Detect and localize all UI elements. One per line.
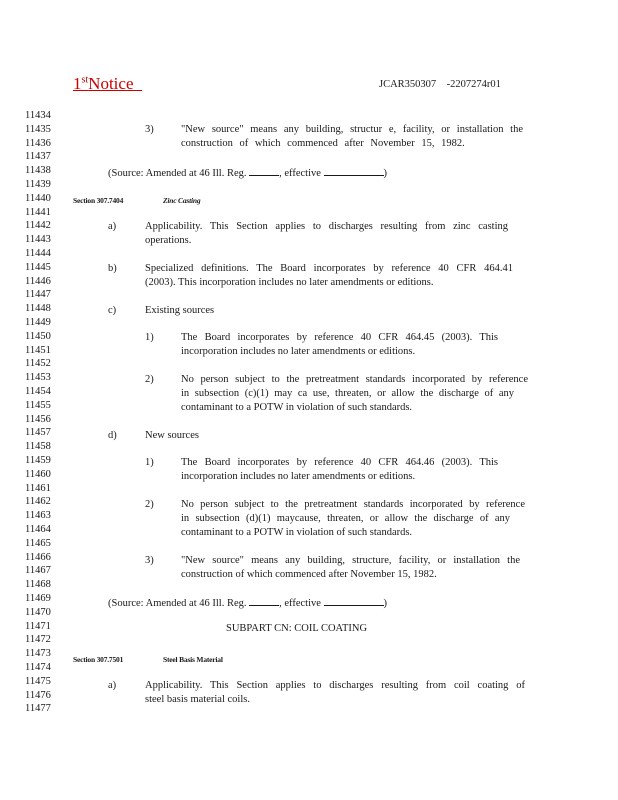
line-number: 11445 <box>25 261 51 273</box>
item-label: a) <box>108 680 117 691</box>
line-number: 11446 <box>25 275 51 287</box>
line-number: 11475 <box>25 675 51 687</box>
line-number: 11469 <box>25 593 51 604</box>
item-text: The Board incorporates by reference 40 CFR 464.46 (2003). This <box>181 457 498 468</box>
source-note: (Source: Amended at 46 Ill. Reg. , effective ) <box>108 598 388 609</box>
line-number: 11470 <box>25 606 51 618</box>
line-number: 11449 <box>25 317 51 328</box>
item-text: contaminant to a POTW in violation of such standards. <box>181 527 413 538</box>
item-text: steel basis material coils. <box>145 694 250 705</box>
line-number: 11438 <box>25 165 51 177</box>
item-text: Applicability. This Section applies to discharges resulting from zinc casting <box>145 221 508 232</box>
item-label: 1) <box>145 332 154 343</box>
item-label: a) <box>108 221 117 232</box>
line-number: 11458 <box>25 441 51 453</box>
item-text: construction of which commenced after November 15, 1982. <box>181 569 437 580</box>
item-text: The Board incorporates by reference 40 CFR 464.45 (2003). This <box>181 332 498 343</box>
item-text: No person subject to the pretreatment standards incorporated by reference <box>181 374 528 385</box>
source-note: (Source: Amended at 46 Ill. Reg. , effective ) <box>108 168 388 179</box>
item-label: d) <box>108 430 117 441</box>
line-number: 11450 <box>25 330 51 342</box>
item-text: "New source" means any building, structure, facility, or installation the <box>181 555 520 566</box>
line-number: 11436 <box>25 137 51 149</box>
subpart-heading: SUBPART CN: COIL COATING <box>226 623 368 634</box>
line-number: 11466 <box>25 551 51 563</box>
line-number: 11442 <box>25 220 51 232</box>
line-number: 11459 <box>25 455 51 466</box>
line-number: 11454 <box>25 386 51 397</box>
item-label: 3) <box>145 124 154 135</box>
line-number: 11461 <box>25 482 51 494</box>
line-number: 11473 <box>25 648 51 660</box>
item-label: 3) <box>145 555 154 566</box>
item-text: operations. <box>145 235 192 246</box>
line-number: 11434 <box>25 110 51 121</box>
line-number: 11465 <box>25 537 51 549</box>
section-number: Section 307.7501 <box>73 655 124 664</box>
item-text: "New source" means any building, structur e, facility, or installation the <box>181 124 523 135</box>
line-number: 11439 <box>25 179 51 190</box>
line-number: 11471 <box>25 620 51 632</box>
section-title: Steel Basis Material <box>163 655 223 664</box>
line-number: 11468 <box>25 579 51 591</box>
line-number: 11453 <box>25 372 51 384</box>
line-number: 11467 <box>25 565 51 577</box>
item-text: No person subject to the pretreatment standards incorporated by reference <box>181 499 525 510</box>
item-text: in subsection (d)(1) maycause, threaten, or allow the discharge of any <box>181 513 510 524</box>
line-number: 11452 <box>25 358 51 370</box>
line-number: 11477 <box>25 703 51 715</box>
item-label: 2) <box>145 374 154 385</box>
line-number: 11476 <box>25 689 51 701</box>
line-number: 11437 <box>25 151 51 163</box>
item-text: New sources <box>145 430 199 441</box>
line-number: 11455 <box>25 399 51 411</box>
line-number: 11456 <box>25 413 51 425</box>
item-text: Existing sources <box>145 305 215 316</box>
line-number: 11474 <box>25 662 51 673</box>
line-number: 11457 <box>25 427 51 439</box>
line-number: 11435 <box>25 123 51 135</box>
line-number: 11441 <box>25 206 51 218</box>
section-number: Section 307.7404 <box>73 196 124 205</box>
item-label: 2) <box>145 499 154 510</box>
notice-heading: 1stNotice <box>73 74 134 93</box>
document-code: JCAR350307 -2207274r01 <box>379 79 501 90</box>
item-text: Applicability. This Section applies to discharges resulting from coil coating of <box>145 680 525 691</box>
item-label: 1) <box>145 457 154 468</box>
line-number: 11447 <box>25 289 51 301</box>
item-label: c) <box>108 305 117 316</box>
item-text: construction of which commenced after November 15, 1982. <box>181 138 465 149</box>
line-number: 11464 <box>25 524 51 535</box>
item-text: contaminant to a POTW in violation of such standards. <box>181 402 413 413</box>
line-number: 11448 <box>25 303 51 315</box>
item-label: b) <box>108 263 117 274</box>
item-text: incorporation includes no later amendments or editions. <box>181 346 416 357</box>
line-number: 11462 <box>25 496 51 508</box>
line-number: 11440 <box>25 192 51 204</box>
item-text: incorporation includes no later amendments or editions. <box>181 471 416 482</box>
line-number: 11443 <box>25 234 51 246</box>
line-number: 11444 <box>25 248 51 259</box>
line-number: 11460 <box>25 468 51 480</box>
item-text: (2003). This incorporation includes no later amendments or editions. <box>145 277 434 288</box>
line-number: 11451 <box>25 344 51 356</box>
line-number: 11463 <box>25 510 51 522</box>
item-text: Specialized definitions. The Board incorporates by reference 40 CFR 464.41 <box>145 263 513 274</box>
line-number: 11472 <box>25 634 51 646</box>
item-text: in subsection (c)(1) may ca use, threaten, or allow the discharge of any <box>181 388 514 399</box>
section-title: Zinc Casting <box>163 196 201 205</box>
